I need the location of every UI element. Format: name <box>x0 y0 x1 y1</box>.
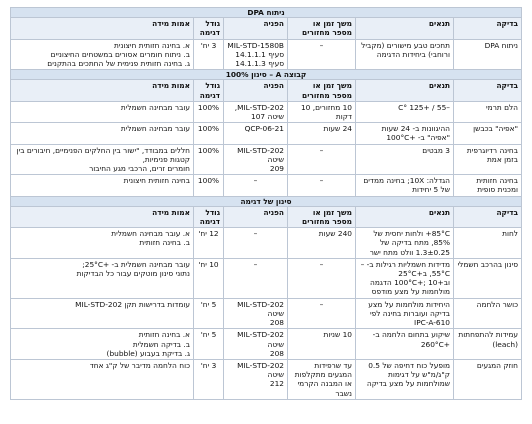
table-row <box>11 258 522 298</box>
cell-conditions: מדידות חשמליות רגילות ב- –55°C, ב+25°C וב+100°C+; 10 הדגמה מולחמות על מצע מודפס <box>356 258 454 298</box>
cell-criterion-line: עובר מבחינה חשמלית ב- +25°C; <box>82 259 190 269</box>
cell-reference-line: – <box>253 229 258 239</box>
cell-reference-line: שיטה 107 <box>251 112 284 122</box>
cell-reference <box>224 329 288 360</box>
cell-criterion <box>11 144 194 175</box>
cell-sample: 5 יח' <box>194 329 224 360</box>
cell-criterion <box>11 329 194 360</box>
cell-reference-line: סעיף 14.1.1.1 <box>235 49 284 59</box>
cell-criterion-line: ב. ניתוח חומרים אסורים במשטחים החיצוניים <box>50 49 190 59</box>
cell-sample: 100% <box>194 123 224 144</box>
cell-duration: 10 שניות <box>288 329 356 360</box>
cell-criterion-line: בחינה חזותית חיצונית <box>123 176 190 186</box>
cell-sample: 12 יח' <box>194 228 224 259</box>
header-conditions: תנאים <box>356 206 454 227</box>
cell-reference-line: QCP-06-21 <box>244 124 284 134</box>
cell-test: כושר הלחמה <box>454 298 522 329</box>
cell-conditions: 3 מבטים <box>356 144 454 175</box>
cell-criterion-line: א. בחינה חזותית חיצונית <box>114 40 190 50</box>
cell-conditions: –55 / +125 °C <box>356 101 454 122</box>
header-test: בדיקה <box>454 206 522 227</box>
column-header-row <box>11 80 522 101</box>
cell-criterion-line: א. עובר מבחינה חשמלית <box>111 229 190 239</box>
header-reference: הפניה <box>224 18 288 39</box>
cell-criterion-line: חומרים זרים, הרכבי מגע החיבור <box>89 164 190 174</box>
header-sample: גודל דגימה <box>194 18 224 39</box>
cell-criterion-line: עובר מבחינה חשמלית <box>120 124 190 134</box>
cell-sample: 10 יח' <box>194 258 224 298</box>
cell-sample: 3 יח' <box>194 39 224 70</box>
table-row <box>11 175 522 196</box>
cell-test: עמידות להתפחתות (leach) <box>454 329 522 360</box>
cell-reference-line: MIL-STD-202 שיטה <box>237 360 284 380</box>
cell-reference <box>224 144 288 175</box>
cell-reference-line: 208 <box>269 348 284 358</box>
cell-criterion <box>11 258 194 298</box>
cell-criterion-line: עובר מבחינה חשמלית <box>120 102 190 112</box>
table-row <box>11 329 522 360</box>
cell-reference <box>224 298 288 329</box>
cell-test: סינון בהרכב חשמלי <box>454 258 522 298</box>
table-row <box>11 359 522 399</box>
cell-sample: 100% <box>194 175 224 196</box>
cell-criterion <box>11 228 194 259</box>
cell-reference-line: MIL-STD-202 שיטה <box>237 330 284 349</box>
cell-reference-line: MIL-STD-202 שיטה <box>237 299 284 318</box>
table-row <box>11 123 522 144</box>
cell-duration: – <box>288 39 356 70</box>
cell-duration: 10 מחזורים, 10 דקות <box>288 101 356 122</box>
cell-criterion <box>11 39 194 70</box>
cell-conditions: מופעל כוח דחיפה של 0.5 ק"ג/מ"ש על דגימות שמולחמות על מצע בדיקה <box>356 359 454 399</box>
header-test: בדיקה <box>454 80 522 101</box>
cell-sample: 5 יח' <box>194 298 224 329</box>
header-duration: משך זמן או מספר מחזורים <box>288 206 356 227</box>
cell-criterion-line: ב. בחינה חזותית <box>139 238 190 248</box>
cell-conditions: הגדלה: 10X; בחינה ממדים של 5 יחידות <box>356 175 454 196</box>
cell-conditions: שיקוע בתחום הלחמה ב- +260°C <box>356 329 454 360</box>
cell-duration: 24 שעות <box>288 123 356 144</box>
cell-criterion <box>11 101 194 122</box>
cell-test: "אפיה" בכבשן <box>454 123 522 144</box>
header-test: בדיקה <box>454 18 522 39</box>
cell-test: ניתוח DPA <box>454 39 522 70</box>
cell-test: בחינה חזותית ומכנית סופית <box>454 175 522 196</box>
cell-criterion-line: ג. בחינה חזותית פנימית של החתכים בהתקנים <box>47 59 190 69</box>
header-criterion: אמות מידה <box>11 206 194 227</box>
cell-reference-line: – <box>253 176 258 186</box>
cell-reference-line: 209 <box>269 164 284 174</box>
table-row <box>11 298 522 329</box>
cell-test: בחינה רדיוגרפית בזמן אמת <box>454 144 522 175</box>
cell-reference-line: MIL-STD-202 שיטה <box>237 145 284 164</box>
table-row <box>11 39 522 70</box>
header-duration: משך זמן או מספר מחזורים <box>288 18 356 39</box>
cell-criterion <box>11 175 194 196</box>
cell-test: לחות <box>454 228 522 259</box>
cell-criterion-line: א. בחינה חזותית <box>138 330 190 340</box>
cell-criterion-line: עומדות בדרישות תקן MIL-STD-202 <box>75 299 190 309</box>
header-conditions: תנאים <box>356 80 454 101</box>
cell-sample: 100% <box>194 144 224 175</box>
cell-reference <box>224 258 288 298</box>
cell-duration: – <box>288 258 356 298</box>
cell-duration: 240 שעות <box>288 228 356 259</box>
cell-conditions: היחידות מולחמות על מצע בדיקה ועוברות בחינה לפי IPC-A-610 <box>356 298 454 329</box>
section-header <box>11 8 522 18</box>
cell-reference <box>224 39 288 70</box>
section-header <box>11 70 522 80</box>
cell-reference <box>224 175 288 196</box>
cell-criterion <box>11 298 194 329</box>
cell-duration: – <box>288 144 356 175</box>
column-header-row <box>11 206 522 227</box>
header-sample: גודל דגימה <box>194 80 224 101</box>
header-conditions: תנאים <box>356 18 454 39</box>
cell-reference-line: סעיף 14.1.1.3 <box>235 59 284 69</box>
cell-duration: – <box>288 175 356 196</box>
cell-conditions: 85°C+ ולחות יחסית של 85%, מתח בדיקה של 1.3±0.25 וולט מתח ישר <box>356 228 454 259</box>
cell-reference <box>224 123 288 144</box>
cell-reference <box>224 101 288 122</box>
test-plan-table <box>10 7 522 400</box>
cell-reference-line: 208 <box>269 318 284 328</box>
cell-reference-line: MIL-STD-202, <box>234 102 284 112</box>
cell-criterion <box>11 359 194 399</box>
cell-reference-line: – <box>253 259 258 269</box>
table-row <box>11 228 522 259</box>
cell-reference <box>224 359 288 399</box>
header-criterion: אמות מידה <box>11 18 194 39</box>
column-header-row <box>11 18 522 39</box>
cell-duration: – <box>288 298 356 329</box>
section-header <box>11 196 522 206</box>
cell-criterion-line: ב. בדיקה חשמלית <box>132 339 190 349</box>
cell-criterion-line: כוח הלחמה מדיבר של ק"ג אחד <box>89 360 190 370</box>
cell-sample: 3 יח' <box>194 359 224 399</box>
cell-conditions: ההיגוונות ב- 24 שעות "אפיה" ב- +100°C <box>356 123 454 144</box>
cell-criterion-line: נתוני סינון מוטקים עבור כל הבדיקות <box>76 269 190 279</box>
table-row <box>11 144 522 175</box>
header-criterion: אמות מידה <box>11 80 194 101</box>
cell-reference-line: 212 <box>269 379 284 389</box>
cell-criterion-line: ג. בדיקת בעבוע (bubble) <box>106 348 190 358</box>
cell-sample: 100% <box>194 101 224 122</box>
cell-duration: עד שרפידות המגעים מתקלפות או המבנה הקרמי נשבר <box>288 359 356 399</box>
header-duration: משך זמן או מספר מחזורים <box>288 80 356 101</box>
cell-criterion <box>11 123 194 144</box>
table-row <box>11 101 522 122</box>
cell-test: הלם תרמי <box>454 101 522 122</box>
section-title: סינון של דגימה <box>11 196 522 206</box>
cell-test: חוזק המגעים <box>454 359 522 399</box>
header-sample: גודל דגימה <box>194 206 224 227</box>
header-reference: הפניה <box>224 80 288 101</box>
header-reference: הפניה <box>224 206 288 227</box>
cell-reference <box>224 228 288 259</box>
cell-reference-line: MIL-STD-1580B <box>227 40 284 50</box>
section-title: קבוצה A – סינון 100% <box>11 70 522 80</box>
cell-criterion-line: חללים במבודד, "ישור בין החלקים הפנימיים, חיבורים בין קטגות פנימיות, <box>16 145 190 164</box>
section-title: ניתוח DPA <box>11 8 522 18</box>
cell-conditions: תחכים טבע מישורים (מקביל ורוחבי) ביחידות הדגימה <box>356 39 454 70</box>
